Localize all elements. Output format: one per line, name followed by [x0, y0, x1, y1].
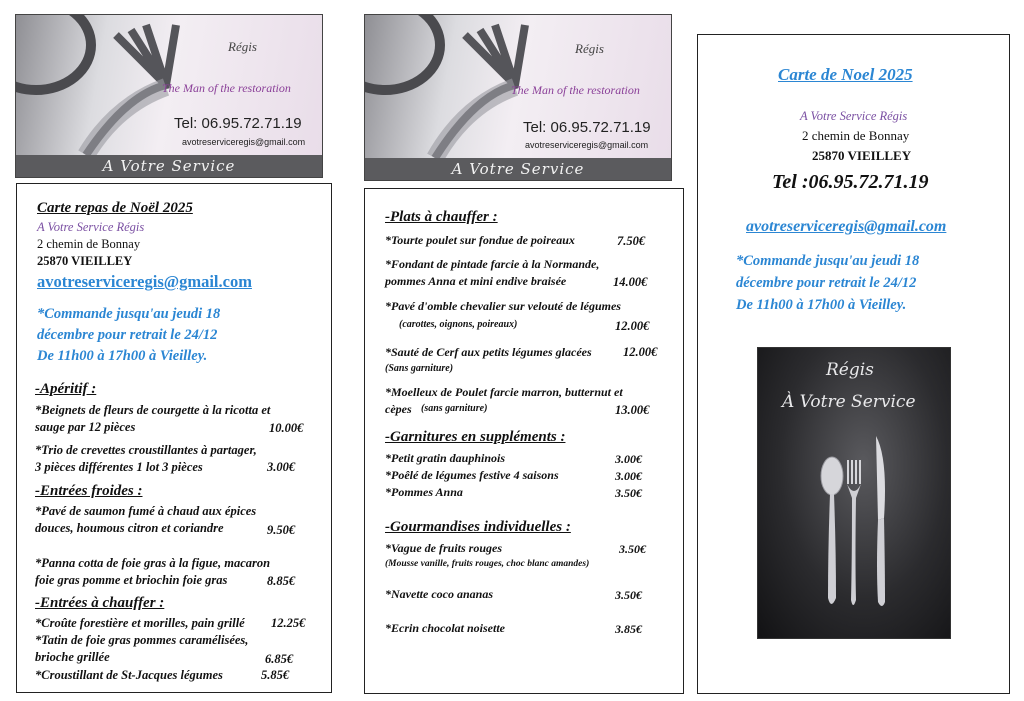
menu-item-line: *Tourte poulet sur fondue de poireaux — [385, 233, 575, 247]
right-email-link[interactable]: avotreserviceregis@gmail.com — [746, 218, 947, 235]
dessert-price: 3.50€ — [615, 588, 642, 602]
card-tagline: The Man of the restoration — [162, 81, 291, 95]
menu-item-line: *Croûte forestière et morilles, pain grillé — [35, 616, 245, 630]
garniture-price: 3.00€ — [615, 452, 642, 466]
section-heading-garnitures: -Garnitures en suppléments : — [385, 429, 566, 445]
menu-item-line: sauge par 12 pièces — [35, 420, 136, 434]
dessert-note: (Mousse vanille, fruits rouges, choc blanc amandes) — [385, 559, 590, 569]
section-heading-entrees-chauffer: -Entrées à chauffer : — [35, 595, 165, 611]
menu-item-price: 8.85€ — [267, 574, 296, 588]
menu-item-line: 3 pièces différentes 1 lot 3 pièces — [35, 460, 203, 474]
section-heading-gourmandises: -Gourmandises individuelles : — [385, 519, 571, 535]
section-heading-aperitif: -Apéritif : — [35, 381, 97, 397]
menu-item-note: (carottes, oignons, poireaux) — [399, 319, 518, 330]
menu-item-price: 13.00€ — [615, 403, 650, 417]
card-band: A Votre Service — [365, 158, 671, 180]
menu-item-price: 5.85€ — [261, 668, 290, 682]
card-name: Régis — [228, 39, 257, 54]
card-phone: Tel: 06.95.72.71.19 — [523, 119, 651, 136]
right-order-3: De 11h00 à 17h00 à Vieilley. — [736, 297, 907, 313]
garniture-item: *Poêlé de légumes festive 4 saisons — [385, 468, 559, 482]
menu-item-line: cèpes — [385, 402, 412, 416]
menu-item-line: *Pavé d'omble chevalier sur velouté de légumes — [385, 299, 621, 313]
menu-panel-left — [16, 183, 332, 693]
menu-item-line: *Moelleux de Poulet farcie marron, butternut et — [385, 385, 623, 399]
dessert-item: *Vague de fruits rouges — [385, 541, 503, 555]
menu-item-price: 7.50€ — [617, 234, 646, 248]
right-phone: Tel :06.95.72.71.19 — [772, 171, 929, 193]
business-card-1 — [15, 14, 323, 178]
dessert-item: *Ecrin chocolat noisette — [385, 621, 505, 635]
dessert-price: 3.85€ — [615, 622, 642, 636]
right-order-2: décembre pour retrait le 24/12 — [736, 275, 917, 291]
email-link[interactable]: avotreserviceregis@gmail.com — [37, 272, 252, 291]
order-info-2: décembre pour retrait le 24/12 — [37, 327, 218, 343]
dessert-item: *Navette coco ananas — [385, 587, 493, 601]
card-email: avotreserviceregis@gmail.com — [525, 140, 649, 150]
order-info-3: De 11h00 à 17h00 à Vieilley. — [37, 348, 208, 364]
menu-item-price: 12.25€ — [271, 616, 306, 630]
card-tagline: The Man of the restoration — [511, 83, 640, 97]
menu-item-price: 12.00€ — [615, 319, 650, 333]
menu-item-price: 14.00€ — [613, 275, 648, 289]
menu-title: Carte repas de Noël 2025 — [37, 200, 193, 216]
menu-item-note: (Sans garniture) — [385, 363, 454, 374]
menu-item-price: 6.85€ — [265, 652, 294, 666]
menu-item-line: foie gras pomme et briochin foie gras — [35, 573, 228, 587]
menu-item-line: *Pavé de saumon fumé à chaud aux épices — [35, 504, 257, 518]
right-company: A Votre Service Régis — [800, 109, 908, 123]
address-line-2: 25870 VIEILLEY — [37, 254, 133, 268]
garniture-price: 3.00€ — [615, 469, 642, 483]
business-card-2 — [364, 14, 672, 181]
card-name: Régis — [575, 41, 604, 56]
menu-item-line: *Croustillant de St-Jacques légumes — [35, 668, 223, 682]
right-address-2: 25870 VIEILLEY — [812, 148, 912, 163]
spoon-fork-knife-icon — [758, 348, 950, 638]
company-name: A Votre Service Régis — [37, 220, 145, 234]
photo-title-service: À Votre Service — [782, 392, 916, 412]
order-info-1: *Commande jusqu'au jeudi 18 — [37, 306, 221, 322]
menu-panel-middle — [364, 188, 684, 694]
garniture-item: *Petit gratin dauphinois — [385, 451, 506, 465]
menu-item-price: 3.00€ — [267, 460, 296, 474]
card-email: avotreserviceregis@gmail.com — [182, 137, 306, 147]
cutlery-photo-dark — [757, 347, 951, 639]
card-phone: Tel: 06.95.72.71.19 — [174, 115, 302, 132]
menu-item-line: *Sauté de Cerf aux petits légumes glacées — [385, 345, 592, 359]
right-order-1: *Commande jusqu'au jeudi 18 — [736, 253, 920, 269]
menu-item-line: douces, houmous citron et coriandre — [35, 521, 224, 535]
garniture-item: *Pommes Anna — [385, 485, 463, 499]
address-line-1: 2 chemin de Bonnay — [37, 237, 141, 251]
garniture-price: 3.50€ — [615, 486, 642, 500]
menu-item-line: pommes Anna et mini endive braisée — [385, 274, 567, 288]
menu-item-price: 9.50€ — [267, 523, 296, 537]
menu-item-price: 10.00€ — [269, 421, 304, 435]
right-title: Carte de Noel 2025 — [778, 65, 913, 84]
menu-item-price: 12.00€ — [623, 345, 658, 359]
menu-item-line: *Beignets de fleurs de courgette à la ricotta et — [35, 403, 271, 417]
photo-title-name: Régis — [826, 360, 874, 380]
menu-item-line: *Fondant de pintade farcie à la Normande, — [385, 257, 600, 271]
card-band: A Votre Service — [16, 155, 322, 177]
menu-item-line: *Panna cotta de foie gras à la figue, macaron — [35, 556, 271, 570]
right-address-1: 2 chemin de Bonnay — [802, 128, 910, 143]
menu-item-line: brioche grillée — [35, 650, 110, 664]
section-heading-entrees-froides: -Entrées froides : — [35, 483, 143, 499]
menu-item-line: *Trio de crevettes croustillantes à partager, — [35, 443, 257, 457]
dessert-price: 3.50€ — [619, 542, 646, 556]
section-heading-plats: -Plats à chauffer : — [385, 209, 498, 225]
menu-item-note: (sans garniture) — [421, 403, 488, 414]
menu-item-line: *Tatin de foie gras pommes caramélisées, — [35, 633, 249, 647]
